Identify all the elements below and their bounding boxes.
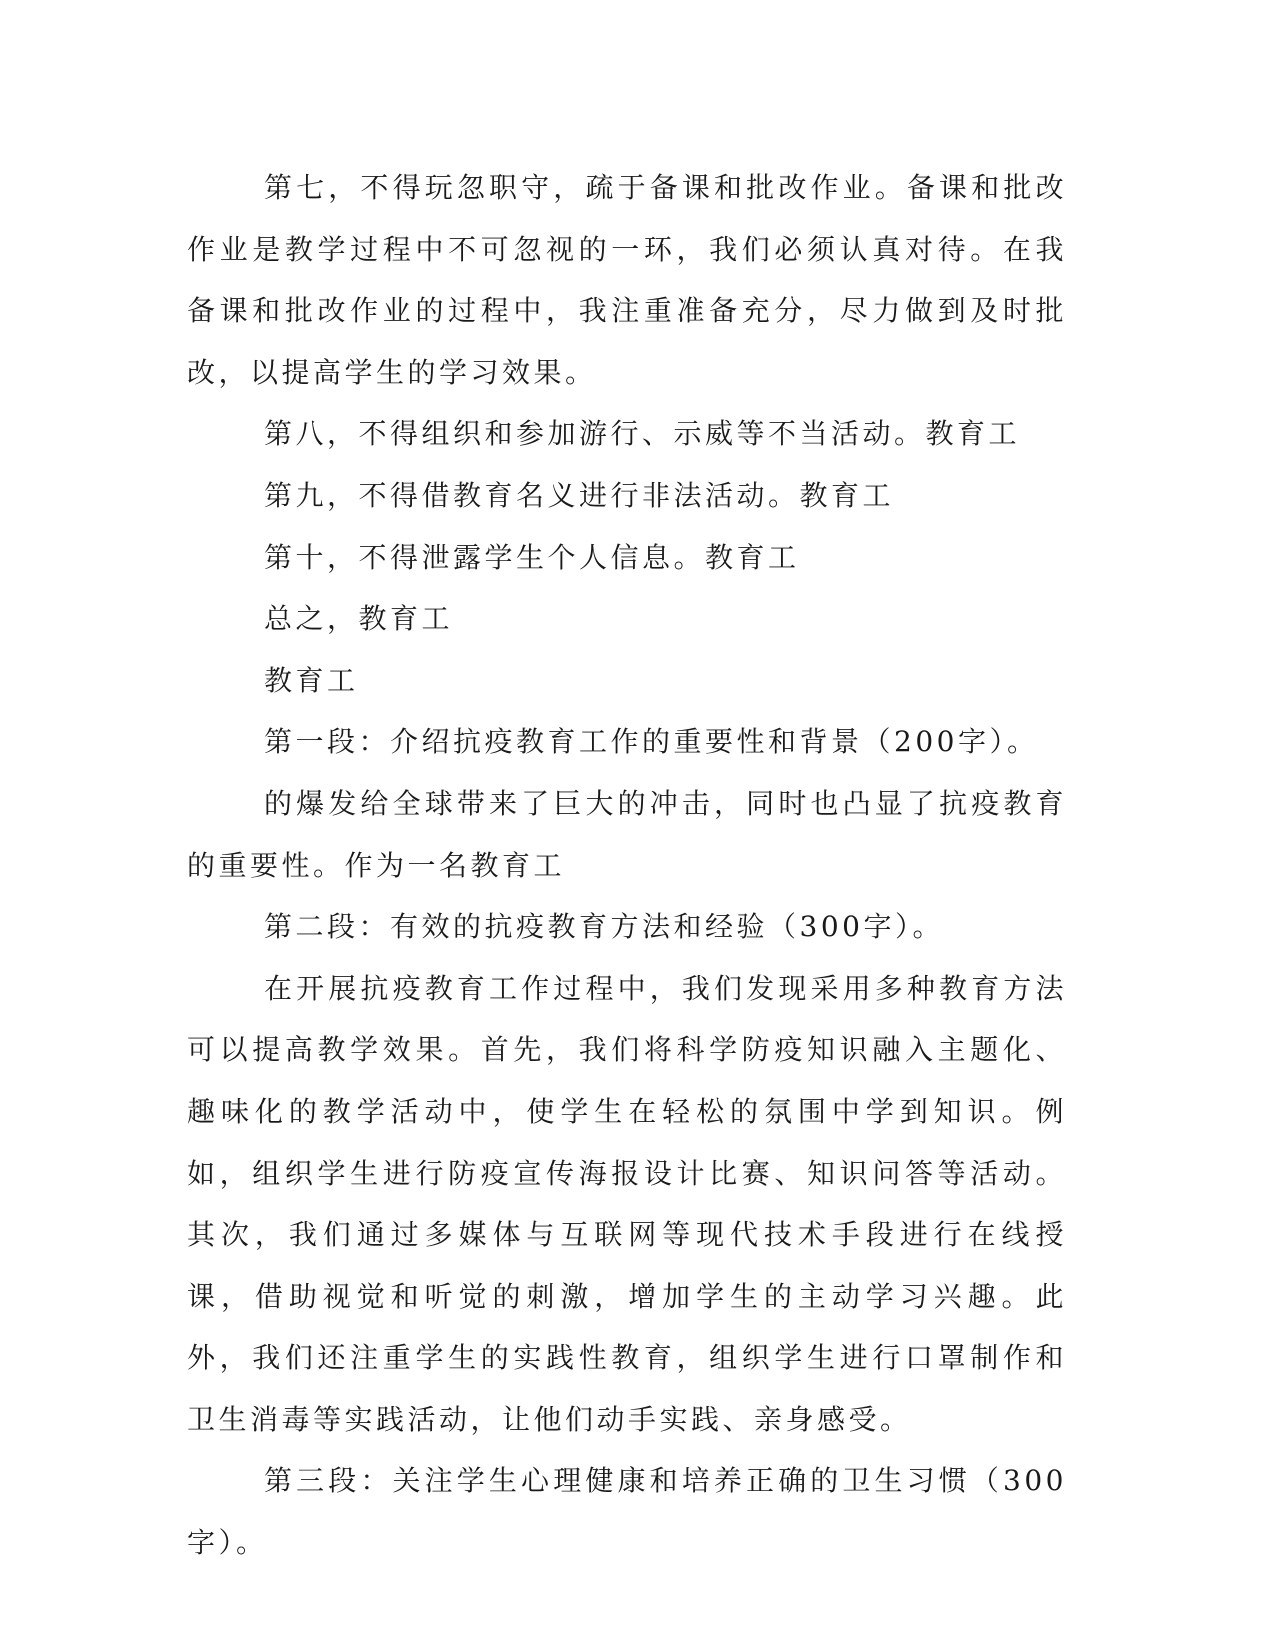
paragraph-section-1: 的爆发给全球带来了巨大的冲击，同时也凸显了抗疫教育的重要性。作为一名教育工 <box>187 786 1067 882</box>
paragraph-section-2: 在开展抗疫教育工作过程中，我们发现采用多种教育方法可以提高教学效果。首先，我们将科学防疫知识融入主题化、趣味化的教学活动中，使学生在轻松的氛围中学到知识。例如，组织学生进行防疫宣传海报设计比赛、知识问答等活动。其次，我们通过多媒体与互联网等现代技术手段进行在线授课，借助视觉和听觉的刺激，增加学生的主动学习兴趣。此外，我们还注重学生的实践性教育，组织学生进行口罩制作和卫生消毒等实践活动，让他们动手实践、亲身感受。 <box>187 971 1067 1436</box>
document-body <box>187 157 1067 1574</box>
paragraph-ninth-rule: 第九，不得借教育名义进行非法活动。教育工 <box>264 478 895 512</box>
paragraph-summary: 总之，教育工 <box>264 602 454 636</box>
paragraph-seventh-rule: 第七，不得玩忽职守，疏于备课和批改作业。备课和批改作业是教学过程中不可忽视的一环，我们必须认真对待。在我备课和批改作业的过程中，我注重准备充分，尽力做到及时批改，以提高学生的学习效果。 <box>187 171 1067 389</box>
paragraph-eighth-rule: 第八，不得组织和参加游行、示威等不当活动。教育工 <box>264 417 1021 451</box>
paragraph-tenth-rule: 第十，不得泄露学生个人信息。教育工 <box>264 540 800 574</box>
section-heading-3: 第三段：关注学生心理健康和培养正确的卫生习惯（300字）。 <box>187 1464 1067 1560</box>
section-heading-2: 第二段：有效的抗疫教育方法和经验（300字）。 <box>264 910 944 944</box>
section-heading-1: 第一段：介绍抗疫教育工作的重要性和背景（200字）。 <box>264 725 1039 759</box>
paragraph-education-worker: 教育工 <box>264 663 359 697</box>
